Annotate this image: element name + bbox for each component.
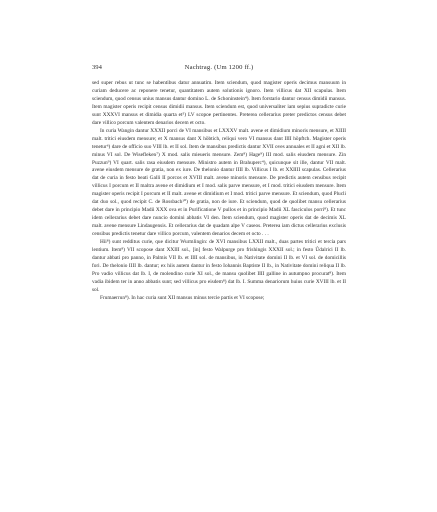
- page-header: [92, 63, 346, 73]
- page-number: 394: [92, 64, 102, 71]
- paragraph: In curia Wangin dantur XXXII porci de VI mansibus et LXXXV malt. avene et dimidium minoris mensure, et XIIII malt. tritici eiusdem mensure; et X mansus dant X höbtich, reliqui vero VI mansus dant IIII höpftch. Magister operis tenetur⁶) dare de officio suo VIII lb. et II sol. Item de mansibus predictis dantur XVII oves annuales et II agni et XII lb. minus VI sol. De Wisefleken⁷) X mod. salis mieueris mensure. Zem⁸) Hage⁹) III mod. salis eiusdem mensure. Zin Puzzun⁹) VI quart. salis rasa eiusdem mensure. Ministro autem in Brahuperc⁴), quicunque sit ille, dantur VII malt. avene eiusdem mensure de gratia, non ex iure. De thelonio dantur IIII lb. Villicus I lb. et XXIIII scapulas. Cellerarius dat de curia in festo beati Galli II porcos et XVIII malt. avene minoris mensure. De predictis autem censibus recipit villicus I porcum et II maltra avene et dimidium et I mod. salis parve mensure, et I mod. tritici eiusdem mensure. Item magister operis recipit I porcum et II malt. avene et dimidium et I mod. tritici parve mensure. Et sciendum, quod Plucli dat duo sol., quod recipit C. de Rossbach¹⁰) de gratia, non de iure. Et sciendum, quod de quolibet mansu cellerarius debet dare in principio Madii XXX ova et in Purificatione V pullos et in principio Madii XL fasciculos porri⁸). Et tunc idem cellerarius debet dare nuncio domini abbatis VI den. Item sciendum, quod magister operis dat de decimis XL malt. avene mensure Lindaugensis. Et cellerarius dat de quadam alpe V caseos. Preterea iam dictus cellerarius exclusis censibus predictis tenetur dare villico porcum, valentem denarios decem et octo . . .: [92, 127, 346, 238]
- paragraph: Hii⁸) sunt redditus curie, que dicitur Wurmlingin: de XVI mansibus LXXII malt., duas partes tritici et tercia pars lentium. Item⁸) VII scopose dant XXIII sol., [in] festo Walpurge pro frishingis XXXII sol.; in festo Ůdalrici II lb. dantur abbati pro panno, in Palmis VII lb. et IIII sol. de mansibus, in Nativitate domini II lb. et VI sol. de domicillis fori. De thelonio IIII lb. dantur; ex hiis autem dantur in festo Iohannis Baptiste II lb., in Nativitate domini reliqua II lb. Pro vadio villicus dat lb. I, de molendino curie XI sol., de mansu quolibet IIII galline in autumpno procurat⁸). Item vadia ibidem ter in anno abbatis sunt; sed villicus pro eisdem⁸) dat lb. I. Summa denariorum huius curie XVIII lb. et II sol.: [92, 239, 346, 293]
- running-title: Nachtrag. (Um 1200 ff.): [184, 64, 254, 71]
- paragraph: Frumaerrun⁸). In hac curia sunt XII mansus minus tercie partis et VI scopose;: [100, 294, 265, 301]
- body-text: [92, 80, 346, 303]
- paragraph: sed super rebus ut tunc se habentibus datur annuatim. Item sciendum, quod magister operis decimus mansuum in curiam deducere ac reponere tenetur, quantitatem autem solutionis ignoro. Item villicus dat XII scapulas. Item sciendum, quod census unius mansus dantur domino L. de Schoninstein⁴). Item forstario dantur census dimidii mansus. Item magister operis recipit census dimidii mansus. Item sciendum est, quod universaliter iam sepius supradicte curie sunt XXXVI mansus et dimidia quarta et⁵) LV scopoe pertinentes. Preterea cellerarius preter predictos census debet dare villico porcum valentem denarios decem et octo.: [92, 80, 346, 126]
